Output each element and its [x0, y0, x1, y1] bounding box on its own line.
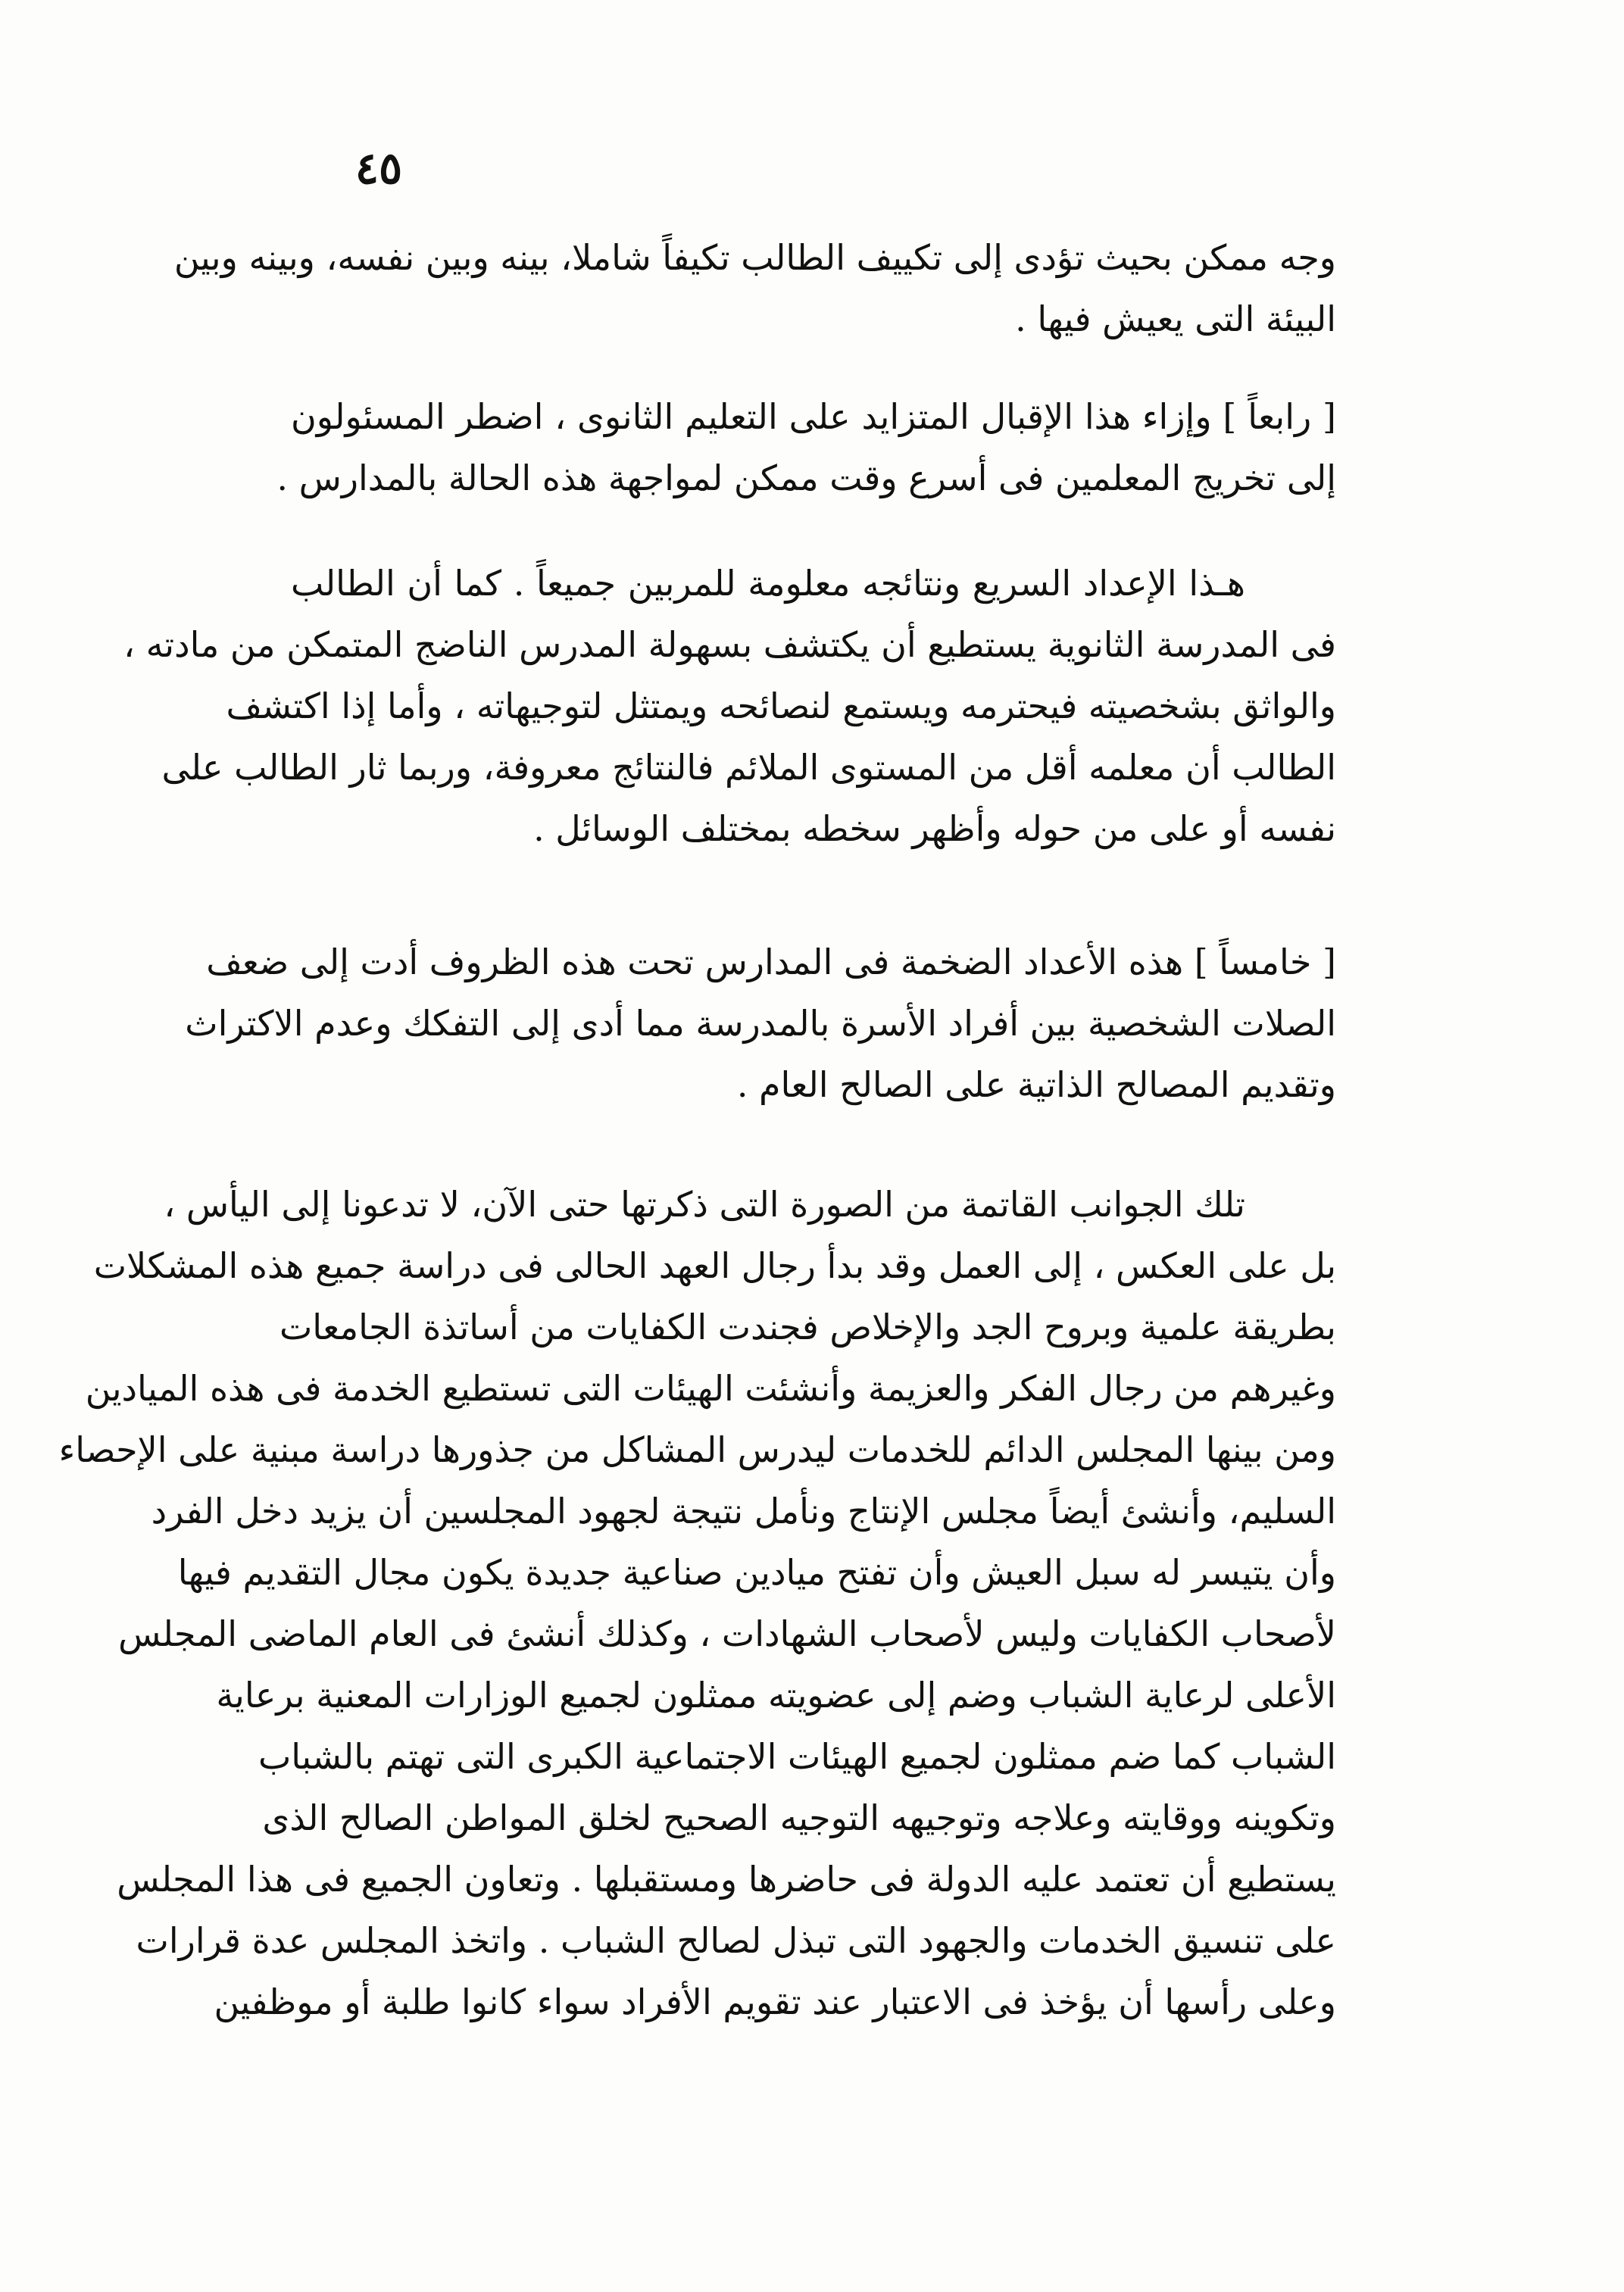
paragraph-line: والواثق بشخصيته فيحترمه ويستمع لنصائحه ويمتثل لتوجيهاته ، وأما إذا اكتشف: [226, 685, 1336, 726]
paragraph-5: [58, 1174, 1336, 2033]
paragraph-line: [ خامساً ] هذه الأعداد الضخمة فى المدارس تحت هذه الظروف أدت إلى ضعف: [206, 941, 1336, 982]
paragraph-line: بل على العكس ، إلى العمل وقد بدأ رجال العهد الحالى فى دراسة جميع هذه المشكلات: [93, 1245, 1336, 1286]
paragraph-line: الشباب كما ضم ممثلون لجميع الهيئات الاجتماعية الكبرى التى تهتم بالشباب: [258, 1736, 1336, 1777]
paragraph-line: الصلات الشخصية بين أفراد الأسرة بالمدرسة مما أدى إلى التفكك وعدم الاكتراث: [185, 1003, 1336, 1044]
paragraph-line: وتكوينه ووقايته وعلاجه وتوجيهه التوجيه الصحيح لخلق المواطن الصالح الذى: [262, 1797, 1336, 1838]
paragraph-line: نفسه أو على من حوله وأظهر سخطه بمختلف الوسائل .: [533, 808, 1336, 849]
paragraph-line: البيئة التى يعيش فيها .: [1015, 298, 1336, 339]
paragraph-line: وجه ممكن بحيث تؤدى إلى تكييف الطالب تكيفاً شاملا، بينه وبين نفسه، وبينه وبين: [173, 237, 1336, 278]
page-number: ٤٥: [354, 142, 403, 194]
paragraph-line: وعلى رأسها أن يؤخذ فى الاعتبار عند تقويم الأفراد سواء كانوا طلبة أو موظفين: [214, 1981, 1336, 2022]
paragraph-line: فى المدرسة الثانوية يستطيع أن يكتشف بسهولة المدرس الناضج المتمكن من مادته ،: [123, 624, 1336, 665]
paragraph-line: [ رابعاً ] وإزاء هذا الإقبال المتزايد على التعليم الثانوى ، اضطر المسئولون: [291, 396, 1336, 437]
paragraph-line: لأصحاب الكفايات وليس لأصحاب الشهادات ، وكذلك أنشئ فى العام الماضى المجلس: [118, 1613, 1336, 1654]
paragraph-line: إلى تخريج المعلمين فى أسرع وقت ممكن لمواجهة هذه الحالة بالمدارس .: [276, 457, 1336, 498]
paragraph-line: الطالب أن معلمه أقل من المستوى الملائم فالنتائج معروفة، وربما ثار الطالب على: [161, 747, 1336, 788]
paragraph-line: هـذا الإعداد السريع ونتائجه معلومة للمربين جميعاً . كما أن الطالب: [291, 563, 1246, 604]
paragraph-line: تلك الجوانب القاتمة من الصورة التى ذكرتها حتى الآن، لا تدعونا إلى اليأس ،: [164, 1184, 1245, 1225]
paragraph-line: بطريقة علمية وبروح الجد والإخلاص فجندت الكفايات من أساتذة الجامعات: [279, 1307, 1336, 1347]
paragraph-2: [276, 386, 1336, 509]
paragraph-3: [123, 553, 1336, 860]
paragraph-line: على تنسيق الخدمات والجهود التى تبذل لصالح الشباب . واتخذ المجلس عدة قرارات: [136, 1920, 1336, 1961]
paragraph-1: [173, 227, 1336, 350]
paragraph-line: الأعلى لرعاية الشباب وضم إلى عضويته ممثلون لجميع الوزارات المعنية برعاية: [216, 1675, 1336, 1716]
paragraph-line: وغيرهم من رجال الفكر والعزيمة وأنشئت الهيئات التى تستطيع الخدمة فى هذه الميادين: [85, 1368, 1336, 1409]
paragraph-line: السليم، وأنشئ أيضاً مجلس الإنتاج ونأمل نتيجة لجهود المجلسين أن يزيد دخل الفرد: [151, 1491, 1336, 1532]
paragraph-4: [185, 932, 1336, 1116]
paragraph-line: يستطيع أن تعتمد عليه الدولة فى حاضرها ومستقبلها . وتعاون الجميع فى هذا المجلس: [117, 1859, 1336, 1900]
paragraph-line: ومن بينها المجلس الدائم للخدمات ليدرس المشاكل من جذورها دراسة مبنية على الإحصاء: [58, 1429, 1336, 1470]
paragraph-line: وأن يتيسر له سبل العيش وأن تفتح ميادين صناعية جديدة يكون مجال التقديم فيها: [177, 1552, 1336, 1593]
paragraph-line: وتقديم المصالح الذاتية على الصالح العام .: [736, 1064, 1336, 1105]
